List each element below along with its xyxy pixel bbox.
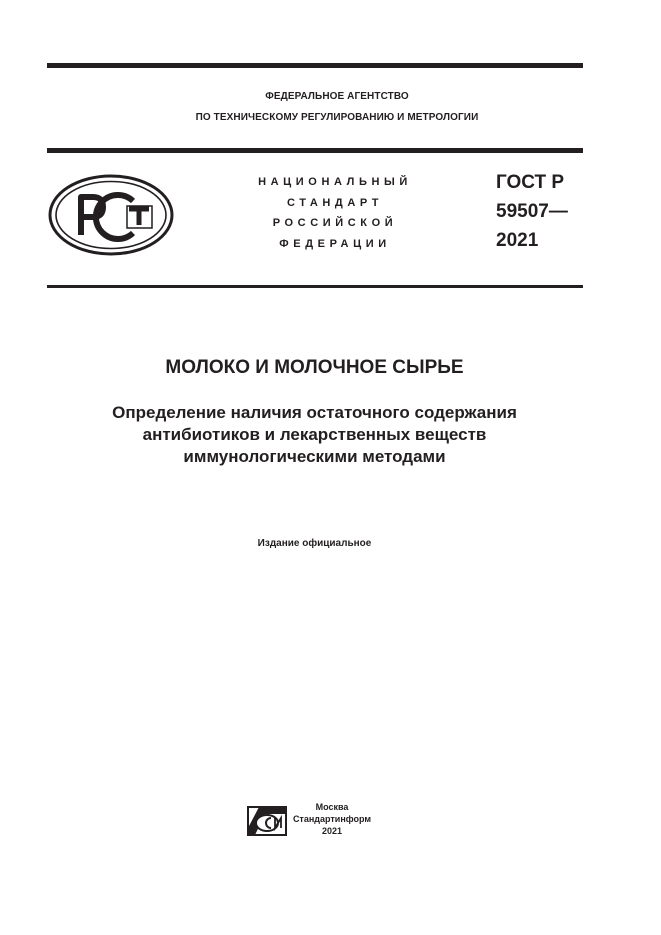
top-rule bbox=[47, 63, 583, 68]
designation-line2: 59507— bbox=[496, 201, 568, 222]
publisher-info bbox=[292, 801, 372, 837]
designation-divider bbox=[47, 285, 583, 288]
edition-note: Издание официальное bbox=[257, 538, 372, 549]
publisher-name: Стандартинформ bbox=[292, 814, 372, 824]
document-title: МОЛОКО И МОЛОЧНОЕ СЫРЬЕ bbox=[165, 357, 464, 378]
subtitle-line3: иммунологическими методами bbox=[183, 447, 446, 466]
document-subtitle bbox=[0, 402, 629, 468]
agency-name-line2: ПО ТЕХНИЧЕСКОМУ РЕГУЛИРОВАНИЮ И МЕТРОЛОГИИ bbox=[195, 112, 479, 123]
standard-type-line1: НАЦИОНАЛЬНЫЙ bbox=[258, 176, 412, 188]
standard-type-line3: РОССИЙСКОЙ bbox=[272, 217, 398, 229]
standard-type-line2: СТАНДАРТ bbox=[286, 196, 384, 209]
header-divider bbox=[47, 148, 583, 153]
designation-line3: 2021 bbox=[496, 230, 539, 251]
rst-certification-mark-icon bbox=[47, 173, 175, 257]
publisher-city: Москва bbox=[315, 802, 349, 812]
publication-year: 2021 bbox=[321, 826, 343, 836]
standard-type-line4: ФЕДЕРАЦИИ bbox=[279, 237, 391, 250]
standartinform-logo-icon bbox=[247, 806, 287, 836]
subtitle-line2: антибиотиков и лекарственных веществ bbox=[142, 425, 487, 444]
standard-type bbox=[240, 172, 430, 254]
designation-line1: ГОСТ Р bbox=[496, 172, 565, 193]
standard-designation bbox=[496, 168, 568, 255]
subtitle-line1: Определение наличия остаточного содержания bbox=[112, 403, 517, 422]
agency-name-line1: ФЕДЕРАЛЬНОЕ АГЕНТСТВО bbox=[265, 91, 409, 102]
